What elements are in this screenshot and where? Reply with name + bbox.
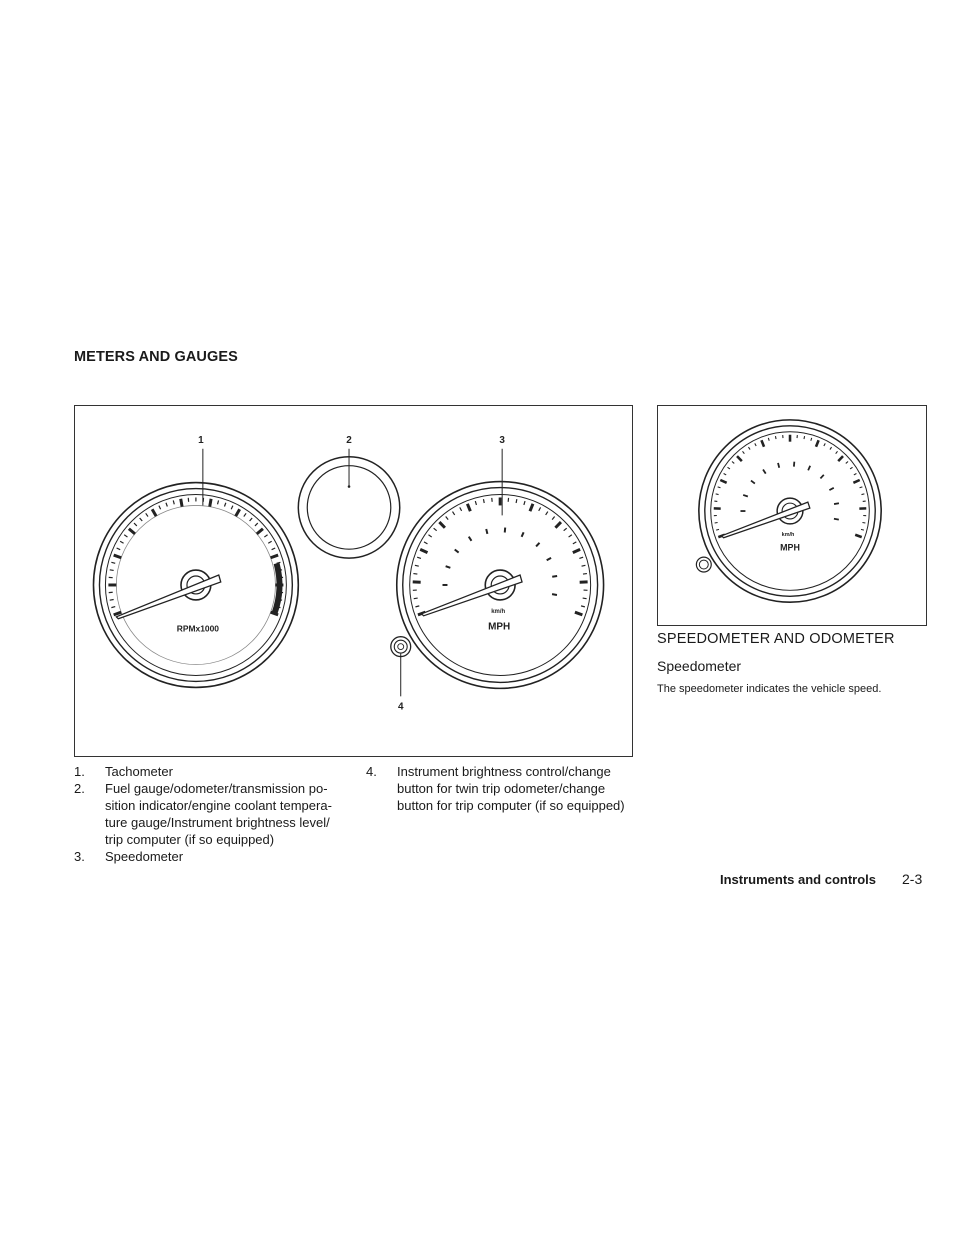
- gauge-tick: [159, 506, 161, 510]
- gauge-tick: [114, 612, 121, 615]
- side-body-text: The speedometer indicates the vehicle speed.: [657, 683, 882, 695]
- gauge-tick: [778, 463, 779, 468]
- gauge-tick: [140, 518, 143, 521]
- gauge-tick: [552, 516, 554, 519]
- gauge-tick: [811, 438, 812, 441]
- gauge-tick: [181, 499, 182, 507]
- speedometer-illustration: [658, 406, 926, 625]
- gauge-tick: [117, 548, 121, 550]
- gauge-tick: [413, 574, 417, 575]
- gauge-tick: [110, 599, 114, 600]
- gauge-tick: [836, 451, 838, 453]
- gauge-tick: [573, 549, 580, 552]
- speedometer-detail-unit-small: km/h: [781, 531, 795, 538]
- legend-item: [74, 763, 349, 780]
- footer-page-number: 2-3: [902, 871, 923, 887]
- callout-3: 3: [499, 434, 505, 446]
- gauge-tick: [718, 487, 721, 488]
- gauge-tick: [415, 565, 419, 566]
- gauge-tick: [414, 598, 418, 599]
- gauge-tick: [737, 456, 742, 461]
- gauge-tick: [720, 480, 726, 483]
- gauge-tick: [236, 509, 240, 516]
- gauge-tick: [255, 523, 258, 526]
- tachometer-gauge: [93, 483, 298, 688]
- gauge-tick: [838, 456, 843, 461]
- gauge-tick: [475, 501, 476, 505]
- gauge-tick: [579, 557, 583, 558]
- legend-right-column: [366, 763, 628, 814]
- gauge-tick: [455, 549, 459, 552]
- gauge-tick: [552, 594, 557, 595]
- gauge-tick: [420, 549, 427, 552]
- gauge-tick: [111, 607, 115, 608]
- section-title: METERS AND GAUGES: [74, 349, 238, 365]
- speedometer-unit-main: MPH: [488, 621, 511, 633]
- gauge-tick: [829, 488, 833, 490]
- gauge-tick: [231, 506, 233, 510]
- gauge-tick: [830, 447, 832, 449]
- gauge-tick: [751, 481, 755, 484]
- gauge-tick: [804, 436, 805, 439]
- legend-item: [366, 763, 628, 814]
- gauge-tick: [855, 535, 862, 537]
- gauge-tick: [460, 507, 462, 511]
- speedometer-unit-small: km/h: [491, 608, 506, 615]
- gauge-tick: [582, 565, 586, 566]
- gauge-tick: [536, 543, 539, 547]
- gauge-tick: [272, 548, 276, 550]
- gauge-tick: [846, 461, 848, 463]
- gauge-tick: [564, 528, 567, 531]
- speedometer-gauge: [397, 482, 604, 689]
- speedometer-figure: [657, 405, 927, 626]
- gauge-tick: [853, 480, 859, 483]
- gauge-tick: [244, 513, 246, 516]
- gauge-tick: [583, 598, 587, 599]
- gauge-tick: [134, 523, 137, 526]
- callout-2: 2: [346, 434, 352, 446]
- gauge-tick: [415, 606, 419, 607]
- gauge-tick: [861, 529, 864, 530]
- legend-number: 4.: [366, 764, 377, 779]
- gauge-tick: [250, 518, 253, 521]
- gauge-tick: [434, 528, 437, 531]
- gauge-tick: [522, 532, 524, 537]
- callout-1: 1: [198, 434, 204, 446]
- gauge-tick: [583, 574, 587, 575]
- gauge-tick: [268, 541, 271, 543]
- gauge-tick: [573, 542, 576, 544]
- gauge-tick: [761, 440, 764, 446]
- gauge-tick: [547, 558, 551, 560]
- gauge-tick: [124, 535, 127, 537]
- gauge-tick: [453, 512, 455, 515]
- side-heading: SPEEDOMETER AND ODOMETER: [657, 631, 895, 647]
- gauge-tick: [854, 473, 857, 474]
- gauge-tick: [424, 542, 427, 544]
- gauge-tick: [850, 467, 852, 469]
- gauge-tick: [446, 566, 451, 568]
- gauge-tick: [483, 499, 484, 503]
- gauge-tick: [763, 469, 766, 473]
- gauge-tick: [743, 451, 745, 453]
- gauge-tick: [768, 438, 769, 441]
- gauge-tick: [530, 504, 533, 511]
- gauge-tick: [743, 495, 748, 497]
- gauge-tick: [728, 467, 730, 469]
- gauge-tick: [748, 447, 750, 449]
- legend-number: 1.: [74, 764, 85, 779]
- gauge-tick: [129, 529, 135, 534]
- gauge-tick: [114, 555, 121, 558]
- gauge-tick: [539, 507, 541, 511]
- gauge-tick: [808, 466, 810, 471]
- gauge-tick: [834, 519, 839, 520]
- gauge-tick: [210, 499, 211, 507]
- gauge-tick: [861, 494, 864, 495]
- legend-text: Instrument brightness control/change button for twin trip odometer/change button for trip computer (if so equipped): [397, 764, 625, 813]
- side-subheading: Speedometer: [657, 658, 742, 674]
- brightness-control-knob: [391, 637, 411, 657]
- gauge-tick: [546, 512, 548, 515]
- tachometer-label: RPMx1000: [176, 623, 219, 634]
- gauge-tick: [775, 436, 776, 439]
- gauge-tick: [860, 487, 863, 488]
- speedometer-gauge-detail: [699, 420, 881, 602]
- callout-4: 4: [397, 701, 404, 713]
- gauge-tick: [264, 535, 267, 537]
- gauge-tick: [716, 529, 719, 530]
- gauge-tick: [569, 535, 572, 537]
- gauge-tick: [257, 529, 263, 534]
- gauge-tick: [469, 537, 472, 541]
- footer-section-name: Instruments and controls: [720, 872, 877, 887]
- gauge-tick: [146, 513, 148, 516]
- brightness-control-knob-detail: [696, 557, 711, 572]
- gauge-tick: [581, 606, 585, 607]
- legend-text: Tachometer: [105, 764, 173, 779]
- gauge-tick: [110, 570, 114, 571]
- legend-item: [74, 780, 349, 848]
- gauge-tick: [555, 522, 561, 528]
- gauge-tick: [716, 494, 719, 495]
- legend-number: 2.: [74, 781, 85, 796]
- gauge-tick: [575, 612, 582, 615]
- gauge-tick: [755, 443, 756, 446]
- gauge-tick: [816, 440, 819, 446]
- gauge-tick: [111, 562, 115, 563]
- gauge-tick: [120, 541, 123, 543]
- legend-item: [74, 848, 349, 865]
- gauge-tick: [439, 522, 445, 528]
- gauge-tick: [417, 557, 421, 558]
- gauge-tick: [218, 500, 219, 504]
- speedometer-detail-unit-main: MPH: [780, 542, 800, 553]
- gauge-tick: [732, 461, 734, 463]
- gauge-tick: [173, 500, 174, 504]
- gauge-tick: [834, 503, 839, 504]
- instrument-cluster-figure: [74, 405, 633, 757]
- legend-number: 3.: [74, 849, 85, 864]
- gauge-tick: [820, 475, 823, 479]
- legend-left-column: [74, 763, 349, 865]
- legend-text: Speedometer: [105, 849, 184, 864]
- gauge-tick: [516, 499, 517, 503]
- gauge-tick: [166, 503, 167, 507]
- gauge-tick: [467, 504, 470, 511]
- gauge-tick: [446, 516, 448, 519]
- gauge-tick: [824, 443, 825, 446]
- gauge-tick: [524, 501, 525, 505]
- instrument-cluster-illustration: [75, 406, 632, 756]
- gauge-tick: [224, 503, 225, 507]
- gauge-tick: [486, 529, 487, 534]
- legend-text: Fuel gauge/odometer/transmission position indicator/engine coolant temperature gauge/Instrument brightness level/ trip computer (if so equipped): [105, 781, 332, 847]
- gauge-tick: [271, 555, 278, 558]
- gauge-tick: [428, 535, 431, 537]
- gauge-tick: [152, 509, 156, 516]
- gauge-tick: [552, 576, 557, 577]
- gauge-tick: [724, 473, 727, 474]
